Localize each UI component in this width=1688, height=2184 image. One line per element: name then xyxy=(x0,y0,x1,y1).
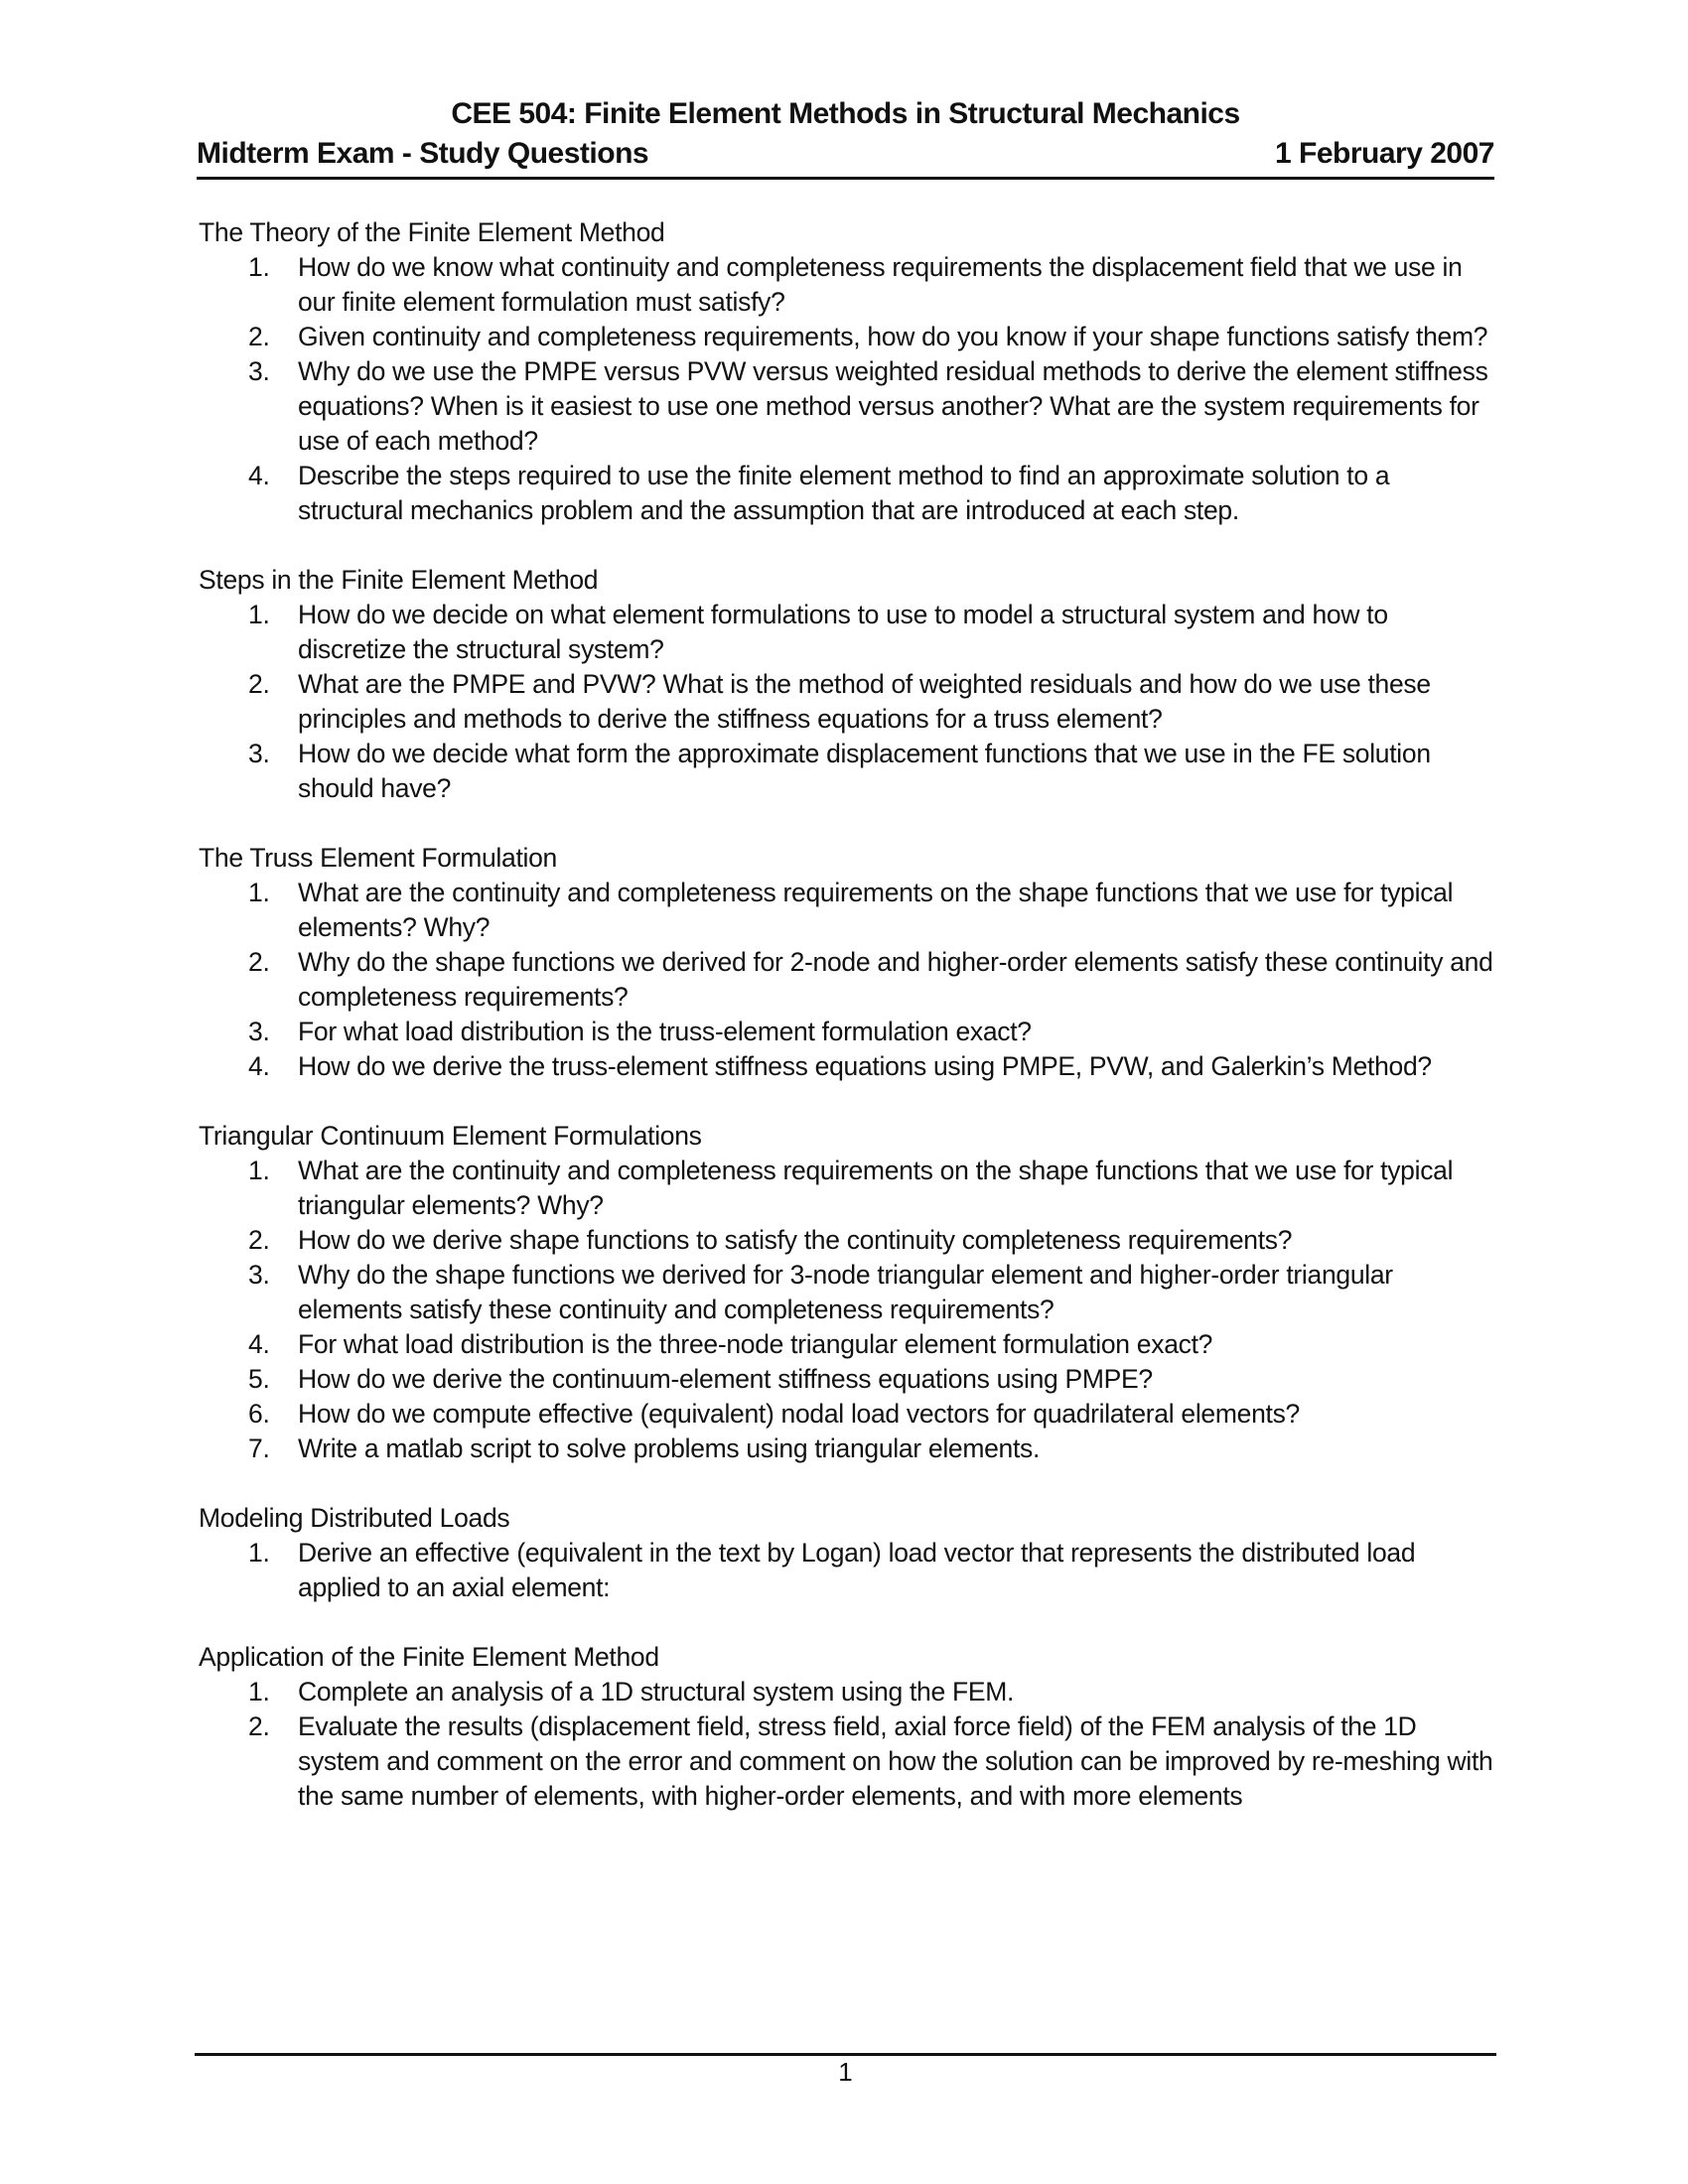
question-text: Evaluate the results (displacement field, stress field, axial force field) of the FEM analysis of the 1D system and comment on the error and comment on how the solution can be improved by re-meshing with the same number of elements, with higher-order elements, and with more elements xyxy=(298,1711,1493,1811)
question-text: How do we derive shape functions to satisfy the continuity completeness requirements? xyxy=(298,1225,1293,1255)
question-number: 3. xyxy=(248,356,270,386)
question-text: What are the PMPE and PVW? What is the method of weighted residuals and how do we use these principles and methods to derive the stiffness equations for a truss element? xyxy=(298,669,1431,734)
question-item xyxy=(199,1258,1499,1327)
question-text: Derive an effective (equivalent in the text by Logan) load vector that represents the distributed load applied to an axial element: xyxy=(298,1538,1416,1602)
question-text: For what load distribution is the three-node triangular element formulation exact? xyxy=(298,1329,1213,1359)
question-number: 2. xyxy=(248,669,270,699)
section-title: Triangular Continuum Element Formulations xyxy=(199,1121,702,1151)
question-item xyxy=(199,945,1499,1015)
question-number: 2. xyxy=(248,1225,270,1255)
question-section xyxy=(199,215,1499,528)
question-text: How do we decide what form the approximate displacement functions that we use in the FE solution should have? xyxy=(298,739,1431,803)
question-item xyxy=(199,1536,1499,1605)
question-item xyxy=(199,320,1499,354)
question-section xyxy=(199,563,1499,806)
question-text: Why do the shape functions we derived for 3-node triangular element and higher-order triangular elements satisfy these continuity and completeness requirements? xyxy=(298,1260,1393,1324)
section-title: Application of the Finite Element Method xyxy=(199,1642,659,1672)
question-text: How do we derive the continuum-element stiffness equations using PMPE? xyxy=(298,1364,1153,1394)
document-body xyxy=(199,215,1499,1848)
question-section xyxy=(199,841,1499,1084)
header-divider xyxy=(197,177,1494,180)
question-number: 1. xyxy=(248,252,270,282)
question-item xyxy=(199,1397,1499,1432)
question-item xyxy=(199,1049,1499,1084)
question-item xyxy=(199,667,1499,737)
question-item xyxy=(199,354,1499,459)
section-title: Modeling Distributed Loads xyxy=(199,1503,510,1533)
section-title: Steps in the Finite Element Method xyxy=(199,565,599,595)
question-section xyxy=(199,1640,1499,1814)
question-list xyxy=(199,598,1499,806)
section-title: The Truss Element Formulation xyxy=(199,843,557,873)
question-text: What are the continuity and completeness requirements on the shape functions that we use for typical triangular elements? Why? xyxy=(298,1156,1454,1220)
question-number: 2. xyxy=(248,947,270,977)
question-number: 4. xyxy=(248,461,270,490)
question-text: Why do the shape functions we derived for 2-node and higher-order elements satisfy these continuity and completeness requirements? xyxy=(298,947,1493,1012)
course-title: CEE 504: Finite Element Methods in Structural Mechanics xyxy=(451,97,1240,130)
question-item xyxy=(199,1154,1499,1223)
question-number: 1. xyxy=(248,878,270,907)
question-number: 3. xyxy=(248,1260,270,1290)
question-number: 2. xyxy=(248,1711,270,1741)
question-text: Complete an analysis of a 1D structural system using the FEM. xyxy=(298,1677,1015,1706)
question-number: 7. xyxy=(248,1433,270,1463)
question-text: Why do we use the PMPE versus PVW versus weighted residual methods to derive the element stiffness equations? When is it easiest to use one method versus another? What are the system requirements for use of each method? xyxy=(298,356,1488,456)
question-text: How do we derive the truss-element stiffness equations using PMPE, PVW, and Galerkin’s Method? xyxy=(298,1051,1432,1081)
question-item xyxy=(199,1709,1499,1814)
question-number: 1. xyxy=(248,1677,270,1706)
section-title: The Theory of the Finite Element Method xyxy=(199,217,665,247)
question-item xyxy=(199,1015,1499,1049)
question-item xyxy=(199,598,1499,667)
question-list xyxy=(199,1675,1499,1814)
question-number: 5. xyxy=(248,1364,270,1394)
question-number: 2. xyxy=(248,322,270,351)
footer-divider xyxy=(195,2053,1496,2056)
question-text: How do we decide on what element formulations to use to model a structural system and how to discretize the structural system? xyxy=(298,600,1388,664)
question-text: Write a matlab script to solve problems using triangular elements. xyxy=(298,1433,1041,1463)
question-text: How do we know what continuity and completeness requirements the displacement field that we use in our finite element formulation must satisfy? xyxy=(298,252,1463,317)
exam-date: 1 February 2007 xyxy=(1275,137,1494,170)
question-item xyxy=(199,1362,1499,1397)
question-text: Describe the steps required to use the finite element method to find an approximate solution to a structural mechanics problem and the assumption that are introduced at each step. xyxy=(298,461,1390,525)
question-item xyxy=(199,1223,1499,1258)
question-list xyxy=(199,876,1499,1084)
exam-subtitle: Midterm Exam - Study Questions xyxy=(197,137,649,170)
question-section xyxy=(199,1119,1499,1466)
question-section xyxy=(199,1501,1499,1605)
question-list xyxy=(199,250,1499,528)
question-item xyxy=(199,1327,1499,1362)
question-item xyxy=(199,1432,1499,1466)
question-item xyxy=(199,459,1499,528)
question-item xyxy=(199,250,1499,320)
question-number: 4. xyxy=(248,1329,270,1359)
question-number: 1. xyxy=(248,600,270,629)
question-number: 1. xyxy=(248,1538,270,1568)
question-list xyxy=(199,1154,1499,1466)
question-number: 3. xyxy=(248,739,270,768)
question-text: What are the continuity and completeness requirements on the shape functions that we use for typical elements? Why? xyxy=(298,878,1454,942)
page-number: 1 xyxy=(838,2057,853,2087)
question-item xyxy=(199,876,1499,945)
question-text: Given continuity and completeness requirements, how do you know if your shape functions satisfy them? xyxy=(298,322,1488,351)
question-text: For what load distribution is the truss-element formulation exact? xyxy=(298,1017,1032,1046)
question-item xyxy=(199,1675,1499,1709)
header-row xyxy=(197,137,1494,171)
question-item xyxy=(199,737,1499,806)
question-number: 6. xyxy=(248,1399,270,1429)
question-text: How do we compute effective (equivalent) nodal load vectors for quadrilateral elements? xyxy=(298,1399,1300,1429)
question-list xyxy=(199,1536,1499,1605)
question-number: 4. xyxy=(248,1051,270,1081)
question-number: 1. xyxy=(248,1156,270,1185)
question-number: 3. xyxy=(248,1017,270,1046)
